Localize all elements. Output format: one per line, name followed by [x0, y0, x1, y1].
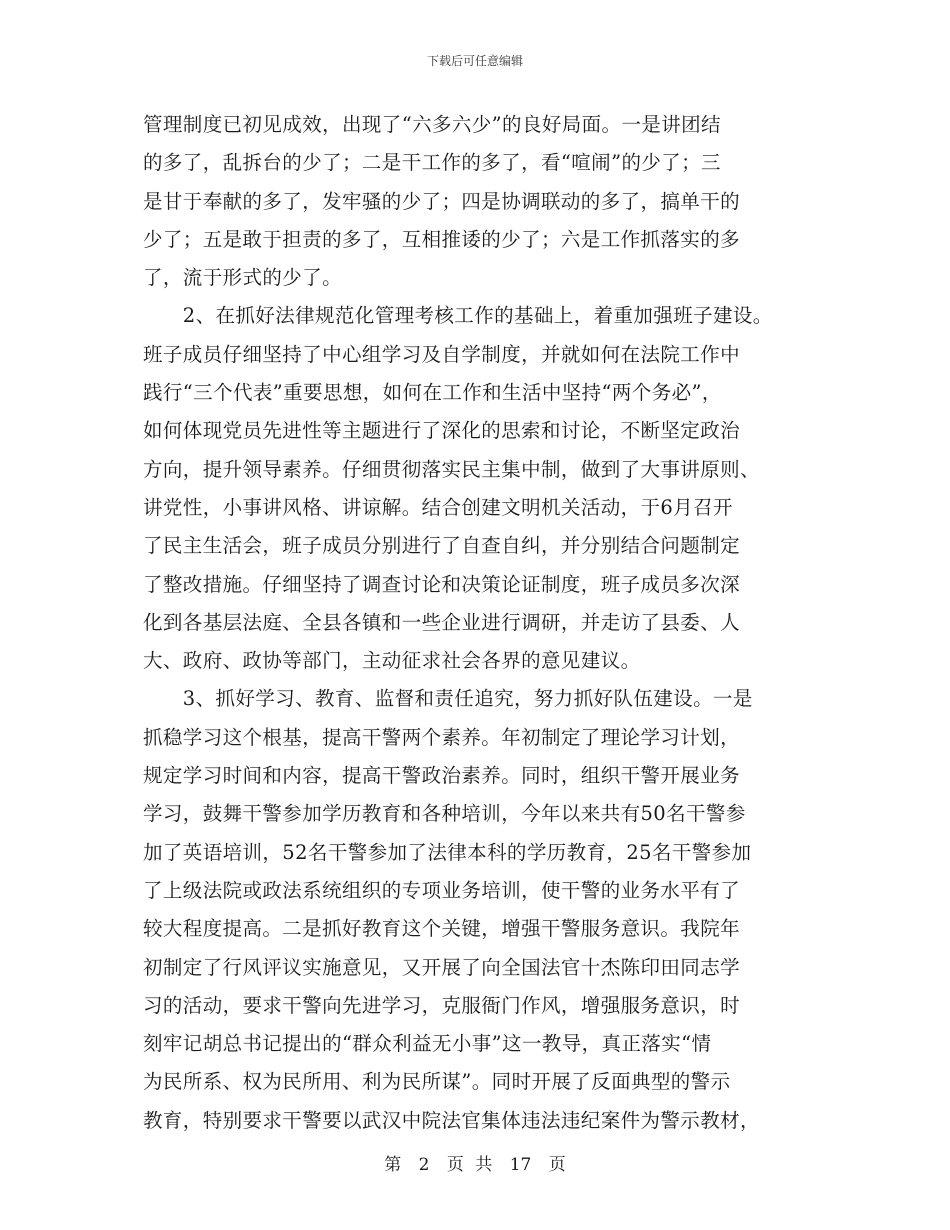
text-line: 为民所系、权为民所用、利为民所谋”。同时开展了反面典型的警示 — [143, 1070, 731, 1094]
text-line: 践行“三个代表”重要思想，如何在工作和生活中坚持“两个务必”， — [143, 381, 722, 405]
text-line: 规定学习时间和内容，提高干警政治素养。同时，组织干警开展业务 — [143, 764, 741, 788]
text-line: 3、抓好学习、教育、监督和责任追究，努力抓好队伍建设。一是 — [143, 687, 753, 711]
text-line: 大、政府、政协等部门，主动征求社会各界的意见建议。 — [143, 649, 641, 673]
total-pages: 17 — [509, 1155, 532, 1175]
page-number: 2 — [418, 1155, 430, 1175]
text-line: 初制定了行风评议实施意见，又开展了向全国法官十杰陈印田同志学 — [143, 955, 741, 979]
document-body — [143, 106, 823, 1140]
text-line: 刻牢记胡总书记提出的“群众利益无小事”这一教导，真正落实“情 — [143, 1032, 712, 1056]
text-line: 学习，鼓舞干警参加学历教育和各种培训，今年以来共有50名干警参 — [143, 802, 746, 826]
text-line: 管理制度已初见成效，出现了“六多六少”的良好局面。一是讲团结 — [143, 113, 721, 136]
text-line: 抓稳学习这个根基，提高干警两个素养。年初制定了理论学习计划， — [143, 725, 741, 749]
text-line: 了民主生活会，班子成员分别进行了自查自纠，并分别结合问题制定 — [143, 534, 741, 558]
text-line: 加了英语培训，52名干警参加了法律本科的学历教育，25名干警参加 — [143, 840, 752, 864]
text-line: 是甘于奉献的多了，发牢骚的少了；四是协调联动的多了，搞单干的 — [143, 189, 741, 213]
footer-prefix: 第 — [384, 1155, 402, 1175]
page-header: 下载后可任意编辑 — [426, 54, 523, 68]
text-line: 的多了，乱拆台的少了；二是干工作的多了，看“喧闹”的少了；三 — [143, 151, 721, 175]
text-line: 讲党性，小事讲风格、讲谅解。结合创建文明机关活动，于6月召开 — [143, 495, 733, 519]
text-line: 教育，特别要求干警要以武汉中院法官集体违法违纪案件为警示教材， — [143, 1108, 760, 1132]
text-line: 2、在抓好法律规范化管理考核工作的基础上，着重加强班子建设。 — [143, 304, 773, 328]
text-line: 化到各基层法庭、全县各镇和一些企业进行调研，并走访了县委、人 — [143, 610, 741, 634]
page-footer — [0, 1150, 950, 1175]
text-line: 习的活动，要求干警向先进学习，克服衙门作风，增强服务意识，时 — [143, 993, 741, 1017]
text-line: 如何体现党员先进性等主题进行了深化的思索和讨论，不断坚定政治 — [143, 419, 741, 443]
text-line: 较大程度提高。二是抓好教育这个关键，增强干警服务意识。我院年 — [143, 917, 741, 941]
text-line: 少了；五是敢于担责的多了，互相推诿的少了；六是工作抓落实的多 — [143, 227, 741, 251]
text-line: 了，流于形式的少了。 — [143, 266, 343, 290]
footer-suffix: 页 — [548, 1155, 566, 1175]
text-line: 了上级法院或政法系统组织的专项业务培训，使干警的业务水平有了 — [143, 878, 741, 902]
footer-middle: 页 共 — [446, 1155, 493, 1175]
text-line: 了整改措施。仔细坚持了调查讨论和决策论证制度，班子成员多次深 — [143, 572, 741, 596]
text-line: 班子成员仔细坚持了中心组学习及自学制度，并就如何在法院工作中 — [143, 342, 741, 366]
text-line: 方向，提升领导素养。仔细贯彻落实民主集中制，做到了大事讲原则、 — [143, 457, 760, 481]
